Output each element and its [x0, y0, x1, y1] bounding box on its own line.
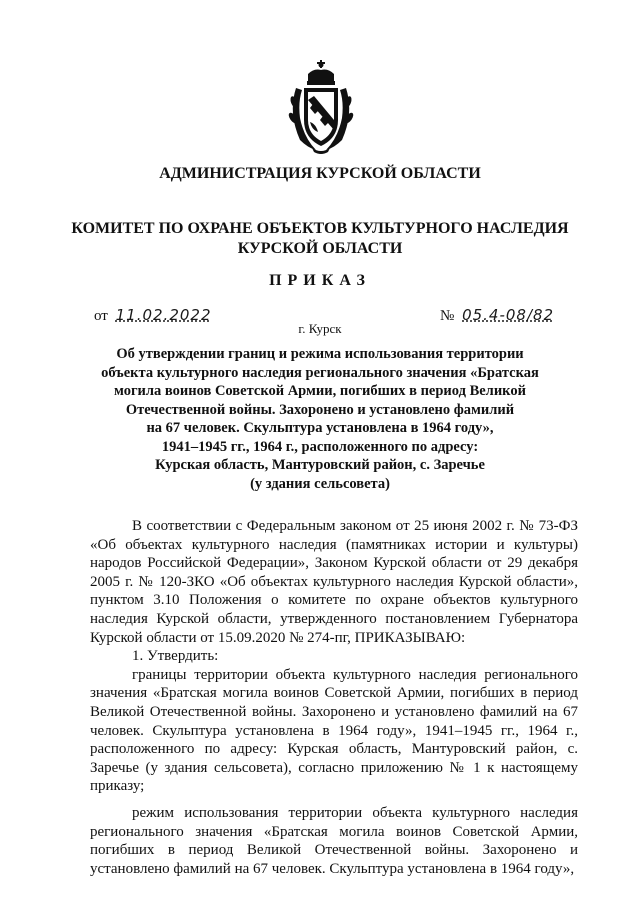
order-title: ПРИКАЗ [269, 272, 371, 289]
number-prefix: № [440, 308, 455, 324]
committee-title-line2: КУРСКОЙ ОБЛАСТИ [237, 240, 403, 257]
body-paragraph-preamble: В соответствии с Федеральным законом от 25 июня 2002 г. № 73-ФЗ «Об объектах культурного наследия (памятниках истории и культуры) народов Российской Федерации», Законом Курской области от 29 декабря 2005 г. № 120-ЗКО «Об объектах культурного наследия Курской области», пунктом 3.10 Положения о комитете по охране объектов культурного наследия Курской области, утвержденного постановлением Губернатора Курской области от 15.09.2020 № 274-пг, ПРИКАЗЫВАЮ: [90, 518, 578, 646]
subject-line: могила воинов Советской Армии, погибших в период Великой [114, 383, 526, 399]
subject-line: Об утверждении границ и режима использования территории [116, 346, 524, 362]
committee-title-line1: КОМИТЕТ ПО ОХРАНЕ ОБЪЕКТОВ КУЛЬТУРНОГО НАСЛЕДИЯ [71, 220, 569, 237]
subject-line: объекта культурного наследия регионального значения «Братская [101, 364, 539, 381]
body-paragraph-boundaries: границы территории объекта культурного наследия регионального значения «Братская могила воинов Советской Армии, погибших в период Великой Отечественной войны. Захоронено и установлено фамилий на 67 человек. Скульптура установлена в 1964 году», 1941–1945 гг., 1964 г., расположенного по адресу: Курская область, Мантуровский район, с. Заречье (у здания сельсовета), согласно приложению № 1 к настоящему приказу; [90, 666, 578, 795]
subject-line: на 67 человек. Скульптура установлена в 1964 году», [146, 420, 494, 436]
administration-title: АДМИНИСТРАЦИЯ КУРСКОЙ ОБЛАСТИ [159, 165, 481, 182]
committee-title [0, 219, 640, 259]
shield-icon [304, 88, 338, 146]
subject-line: (у здания сельсовета) [250, 475, 390, 492]
subject-line: Отечественной войны. Захоронено и установлено фамилий [125, 401, 515, 418]
order-number: 05.4-08/82 [462, 306, 555, 324]
kursk-coat-of-arms-icon [286, 58, 356, 154]
order-city: г. Курск [298, 321, 342, 336]
order-date: 11.02.2022 [115, 306, 212, 324]
body-item-1: 1. Утвердить: [132, 648, 219, 665]
order-subject [90, 345, 550, 493]
subject-line: Курская область, Мантуровский район, с. Заречье [155, 457, 485, 473]
order-body [90, 517, 578, 878]
crown-icon [307, 60, 335, 85]
date-prefix: от [94, 308, 108, 324]
body-paragraph-regime: режим использования территории объекта культурного наследия регионального значения «Братская могила воинов Советской Армии, погибших в период Великой Отечественной войны. Захоронено и установлено фамилий на 67 человек. Скульптура установлена в 1964 году», [90, 804, 578, 877]
subject-line: 1941–1945 гг., 1964 г., расположенного по адресу: [161, 438, 479, 455]
